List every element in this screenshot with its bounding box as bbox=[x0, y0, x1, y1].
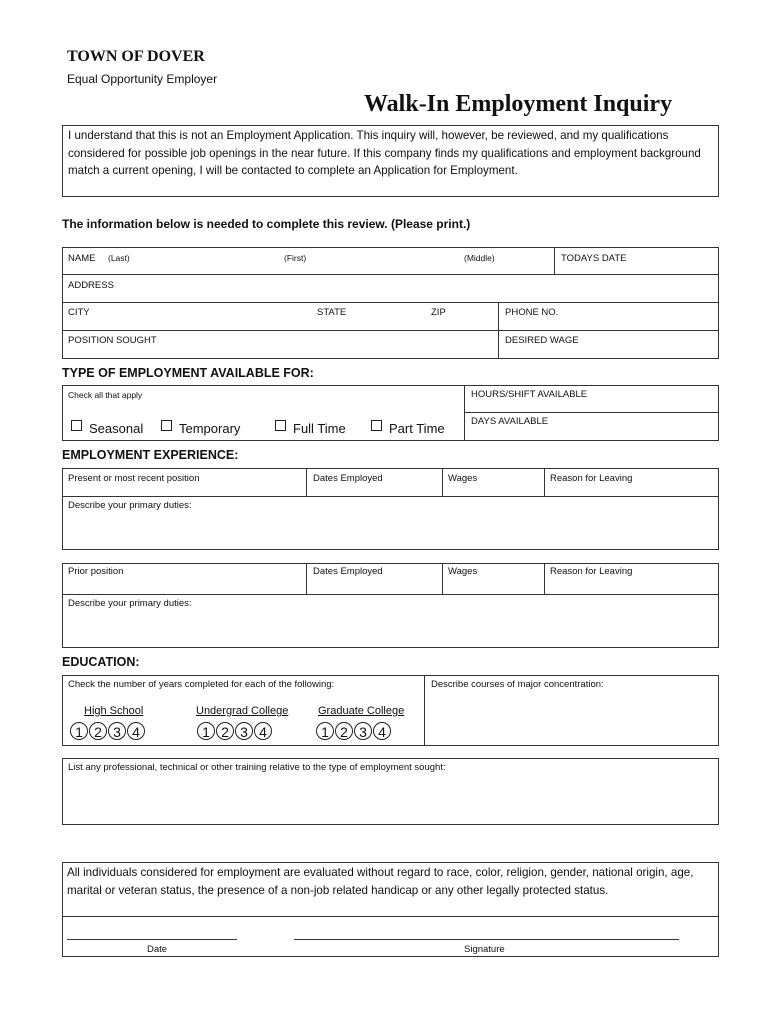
training-field[interactable]: List any professional, technical or other training relative to the type of employment sought: bbox=[68, 762, 446, 773]
seasonal-label: Seasonal bbox=[89, 421, 144, 436]
desired-wage-field[interactable]: DESIRED WAGE bbox=[505, 335, 579, 346]
prior-position-field[interactable]: Prior position bbox=[68, 566, 124, 577]
undergrad-label: Undergrad College bbox=[196, 705, 289, 717]
zip-field[interactable]: ZIP bbox=[431, 307, 446, 318]
date-line[interactable] bbox=[67, 939, 237, 940]
present-dates-field[interactable]: Dates Employed bbox=[313, 473, 383, 484]
hs-year-3[interactable]: 3 bbox=[108, 722, 126, 740]
high-school-years bbox=[70, 722, 146, 742]
hs-year-2[interactable]: 2 bbox=[89, 722, 107, 740]
grad-year-3[interactable]: 3 bbox=[354, 722, 372, 740]
full-time-label: Full Time bbox=[293, 421, 346, 436]
prior-reason-field[interactable]: Reason for Leaving bbox=[550, 566, 633, 577]
grad-year-2[interactable]: 2 bbox=[335, 722, 353, 740]
page-title: Walk-In Employment Inquiry bbox=[364, 91, 673, 117]
hours-shift-field[interactable]: HOURS/SHIFT AVAILABLE bbox=[471, 389, 588, 400]
prior-wages-field[interactable]: Wages bbox=[448, 566, 478, 577]
grad-year-1[interactable]: 1 bbox=[316, 722, 334, 740]
temporary-checkbox[interactable] bbox=[161, 420, 172, 431]
phone-field[interactable]: PHONE NO. bbox=[505, 307, 559, 318]
ug-year-4[interactable]: 4 bbox=[254, 722, 272, 740]
hs-year-1[interactable]: 1 bbox=[70, 722, 88, 740]
signature-line[interactable] bbox=[294, 939, 679, 940]
days-available-field[interactable]: DAYS AVAILABLE bbox=[471, 416, 549, 427]
present-position-field[interactable]: Present or most recent position bbox=[68, 473, 200, 484]
check-all-label: Check all that apply bbox=[68, 390, 143, 400]
high-school-label: High School bbox=[84, 705, 144, 717]
signature-label: Signature bbox=[464, 944, 505, 955]
hs-year-4[interactable]: 4 bbox=[127, 722, 145, 740]
prior-dates-field[interactable]: Dates Employed bbox=[313, 566, 383, 577]
state-field[interactable]: STATE bbox=[317, 307, 347, 318]
part-time-checkbox[interactable] bbox=[371, 420, 382, 431]
city-field[interactable]: CITY bbox=[68, 307, 90, 318]
present-wages-field[interactable]: Wages bbox=[448, 473, 478, 484]
ug-year-1[interactable]: 1 bbox=[197, 722, 215, 740]
employer-subtitle: Equal Opportunity Employer bbox=[67, 72, 218, 86]
position-sought-field[interactable]: POSITION SOUGHT bbox=[68, 335, 157, 346]
prior-duties-field[interactable]: Describe your primary duties: bbox=[68, 598, 192, 609]
date-label: Date bbox=[147, 944, 168, 955]
check-years-label: Check the number of years completed for each of the following: bbox=[68, 679, 335, 690]
education-heading: EDUCATION: bbox=[62, 655, 140, 669]
middle-name-label: (Middle) bbox=[464, 253, 495, 263]
first-name-label: (First) bbox=[284, 253, 307, 263]
todays-date-field[interactable]: TODAYS DATE bbox=[561, 253, 627, 264]
seasonal-checkbox[interactable] bbox=[71, 420, 82, 431]
ug-year-3[interactable]: 3 bbox=[235, 722, 253, 740]
undergrad-years bbox=[197, 722, 273, 742]
present-duties-field[interactable]: Describe your primary duties: bbox=[68, 500, 192, 511]
intro-box bbox=[62, 125, 719, 197]
full-time-checkbox[interactable] bbox=[275, 420, 286, 431]
part-time-label: Part Time bbox=[389, 421, 445, 436]
experience-heading: EMPLOYMENT EXPERIENCE: bbox=[62, 448, 239, 462]
type-heading: TYPE OF EMPLOYMENT AVAILABLE FOR: bbox=[62, 366, 314, 380]
graduate-label: Graduate College bbox=[318, 705, 405, 717]
address-field[interactable]: ADDRESS bbox=[68, 280, 114, 291]
eeo-text: All individuals considered for employment are evaluated without regard to race, color, religion, gender, national origin, age, marital or veteran status, the presence of a non-job related handicap or any other legally protected status. bbox=[67, 866, 694, 897]
last-name-label: (Last) bbox=[108, 253, 130, 263]
grad-year-4[interactable]: 4 bbox=[373, 722, 391, 740]
intro-text: I understand that this is not an Employment Application. This inquiry will, however, be reviewed, and my qualifications considered for possible job openings in the near future. If this company finds my qualifications and employment background match a current opening, I will be contacted to complete an Application for Employment. bbox=[68, 129, 701, 178]
graduate-years bbox=[316, 722, 392, 742]
info-note: The information below is needed to complete this review. (Please print.) bbox=[62, 217, 471, 231]
org-name: TOWN OF DOVER bbox=[67, 48, 205, 65]
present-reason-field[interactable]: Reason for Leaving bbox=[550, 473, 633, 484]
name-field[interactable]: NAME bbox=[68, 253, 96, 264]
temporary-label: Temporary bbox=[179, 421, 241, 436]
ug-year-2[interactable]: 2 bbox=[216, 722, 234, 740]
courses-field[interactable]: Describe courses of major concentration: bbox=[431, 679, 604, 690]
